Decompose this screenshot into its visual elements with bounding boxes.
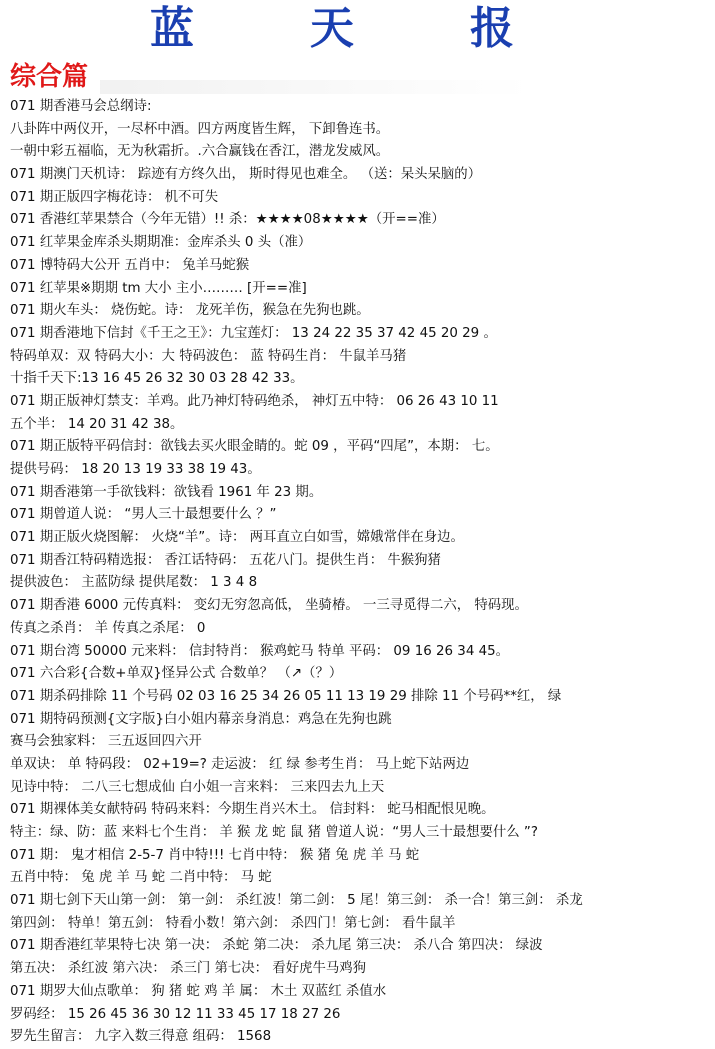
text-line: 特码单双：双 特码大小：大 特码波色： 蓝 特码生肖： 牛鼠羊马猪 [10,348,407,364]
page-title [0,2,715,56]
text-line: 见诗中特： 二八三七想成仙 白小姐一言来料： 三来四去九上天 [10,779,385,795]
text-line: 071 期香江特码精选报： 香江话特码： 五花八门。提供生肖： 牛猴狗猪 [10,552,441,568]
title-char-2: 天 [310,3,354,54]
text-line: 071 期正版四字梅花诗： 机不可失 [10,189,219,205]
text-line: 071 博特码大公开 五肖中： 兔羊马蛇猴 [10,257,250,273]
header-divider [100,80,530,94]
text-line: 071 期裸体美女献特码 特码来料：今期生肖兴木土。 信封料： 蛇马相配恨见晚。 [10,802,495,818]
text-line: 第四剑： 特单！第五剑： 特看小数！第六剑： 杀四门！第七剑： 看牛鼠羊 [10,915,456,931]
text-line: 赛马会独家料： 三五返回四六开 [10,734,202,750]
text-line: 五肖中特： 兔 虎 羊 马 蛇 二肖中特： 马 蛇 [10,870,272,886]
text-line: 071 期特码预测{文字版}白小姐内幕亲身消息：鸡急在先狗也跳 [10,711,392,727]
text-line: 071 期香港红苹果特七决 第一决： 杀蛇 第二决： 杀九尾 第三决： 杀八合 第四决： 绿波 [10,938,543,954]
text-line: 071 六合彩{合数+单双}怪异公式 合数单？ （↗（？） [10,666,343,682]
text-line: 071 期澳门天机诗： 踪迹有方终久出， 斯时得见也难全。 （送：呆头呆脑的） [10,167,482,183]
text-body [10,96,710,1049]
text-line: 传真之杀肖： 羊 传真之杀尾： 0 [10,620,206,636]
text-line: 071 红苹果※期期 tm 大小 主小……… [开==准] [10,280,307,296]
text-line: 071 期： 鬼才相信 2-5-7 肖中特!!! 七肖中特： 猴 猪 兔 虎 羊 马 蛇 [10,847,420,863]
text-line: 071 期正版火烧图解： 火烧“羊”。诗： 两耳直立白如雪，嫦娥常伴在身边。 [10,530,464,546]
text-line: 071 期香港第一手欲钱料：欲钱看 1961 年 23 期。 [10,484,323,500]
text-line: 071 期正版特平码信封：欲钱去买火眼金睛的。蛇 09 ，平码“四尾”，本期： 七。 [10,439,499,455]
text-line: 071 期火车头： 烧伤蛇。诗： 龙死羊伤，猴急在先狗也跳。 [10,303,370,319]
title-char-1: 蓝 [150,3,194,54]
text-line: 特主：绿、防：蓝 来料七个生肖： 羊 猴 龙 蛇 鼠 猪 曾道人说：“男人三十最想要什么 ”? [10,825,538,840]
text-line: 提供波色： 主蓝防绿 提供尾数： 1 3 4 8 [10,575,258,591]
text-line: 一朝中彩五福临，无为秋霜折。.六合赢钱在香江，潜龙发威风。 [10,144,390,160]
text-line: 071 期香港马会总纲诗: [10,99,152,114]
text-line: 071 期香港地下信封《千王之王》：九宝莲灯： 13 24 22 35 37 42 45 20 29 。 [10,325,497,341]
text-line: 单双诀： 单 特码段： 02+19=? 走运波： 红 绿 参考生肖： 马上蛇下站两边 [10,756,470,772]
section-title: 综合篇 [10,62,89,92]
text-line: 八卦阵中两仪开，一尽杯中酒。四方两度皆生辉， 下卸鲁连书。 [10,121,390,137]
text-line: 071 香港红苹果禁合（今年无错）!! 杀：★★★★08★★★★（开==准） [10,212,445,228]
text-line: 十指千天下:13 16 45 26 32 30 03 28 42 33。 [10,371,304,387]
text-line: 071 红苹果金库杀头期期准：金库杀头 0 头（准） [10,235,312,251]
text-line: 071 期台湾 50000 元来料： 信封特肖： 猴鸡蛇马 特单 平码： 09 16 26 34 45。 [10,643,510,659]
text-line: 提供号码： 18 20 13 19 33 38 19 43。 [10,462,261,477]
title-char-3: 报 [470,3,514,54]
text-line: 071 期香港 6000 元传真料： 变幻无穷忽高低， 坐骑椿。 一三寻觅得二六， 特码现。 [10,598,528,614]
text-line: 罗码经： 15 26 45 36 30 12 11 33 45 17 18 27 26 [10,1006,341,1022]
text-line: 071 期七剑下天山第一剑： 第一剑： 杀红波！第二剑： 5 尾！第三剑： 杀一合！第三剑： 杀龙 [10,893,583,909]
text-line: 五个半： 14 20 31 42 38。 [10,416,184,432]
text-line: 071 期杀码排除 11 个号码 02 03 16 25 34 26 05 11 13 19 29 排除 11 个号码**红， 绿 [10,688,562,704]
text-line: 第五决： 杀红波 第六决： 杀三门 第七决： 看好虎牛马鸡狗 [10,961,367,977]
text-line: 071 期罗大仙点歌单： 狗 猪 蛇 鸡 羊 属： 木土 双蓝红 杀值水 [10,983,387,999]
text-line: 071 期曾道人说： “男人三十最想要什么 ？” [10,507,277,523]
text-line: 罗先生留言： 九字入数三得意 组码： 1568 [10,1029,272,1045]
text-line: 071 期正版神灯禁支：羊鸡。此乃神灯特码绝杀， 神灯五中特： 06 26 43 10 11 [10,393,499,409]
